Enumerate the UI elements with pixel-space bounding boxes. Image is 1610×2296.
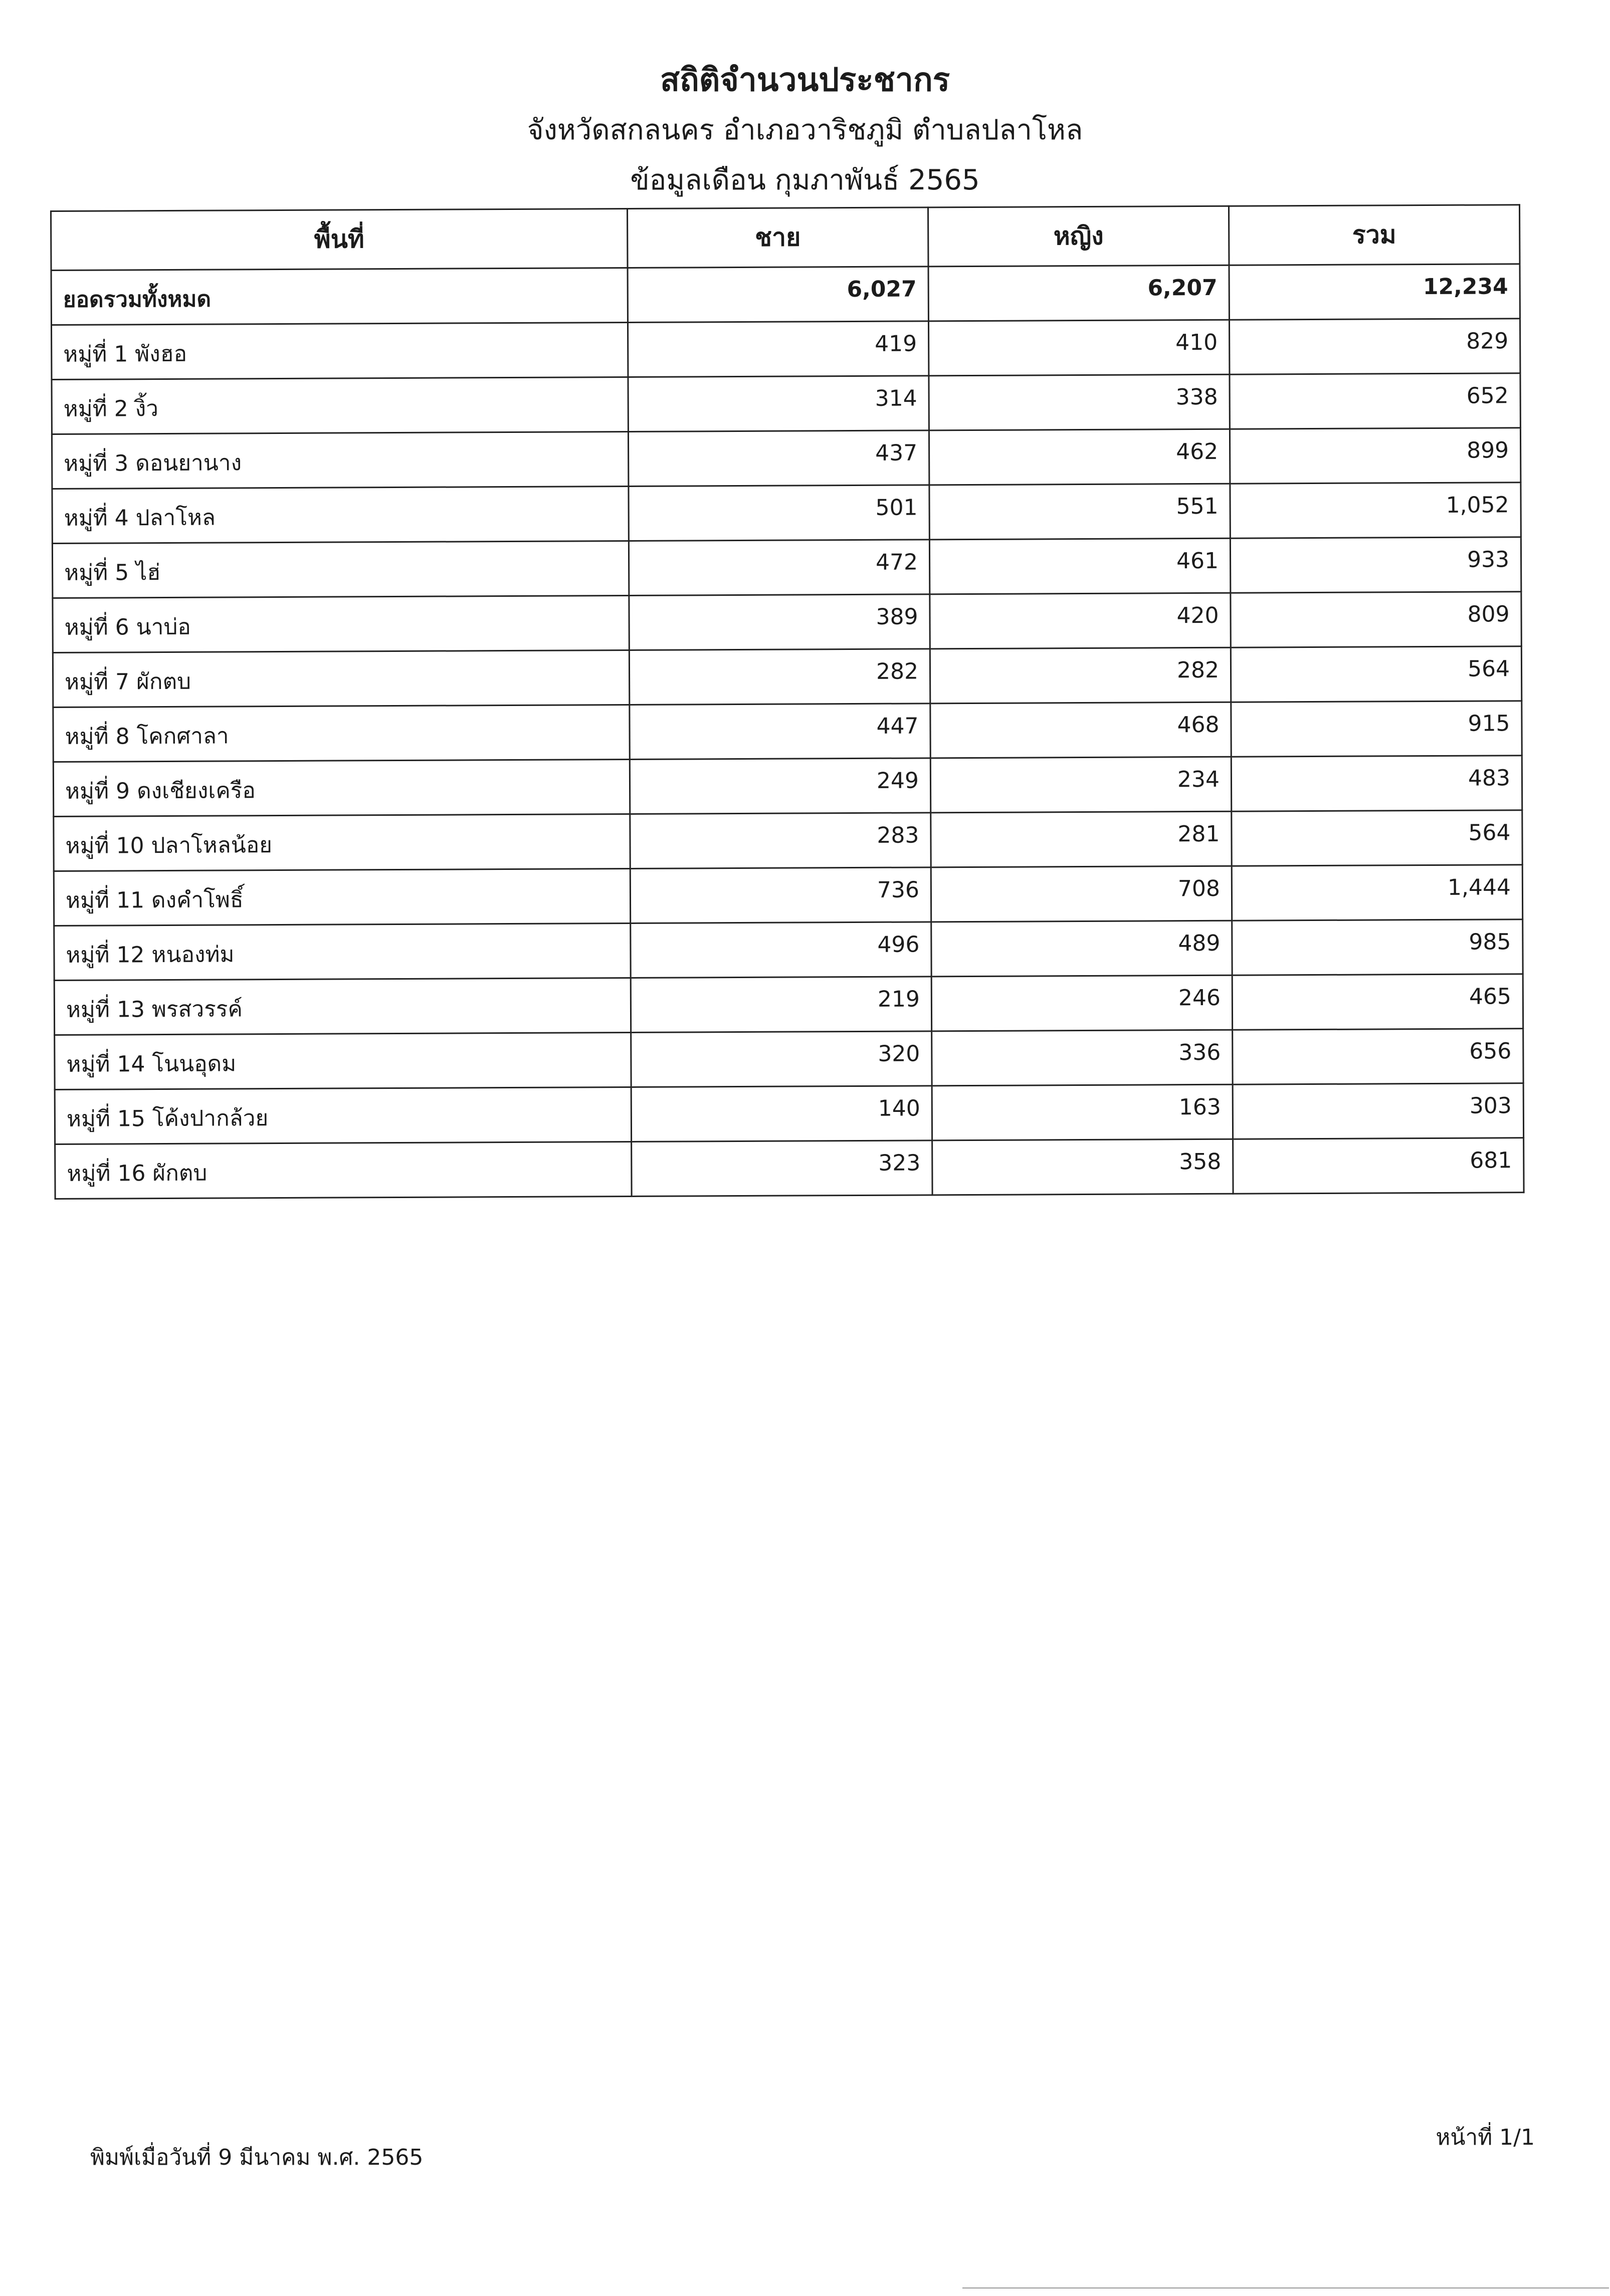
table-row	[53, 756, 1522, 817]
cell-female: 358	[932, 1139, 1233, 1195]
cell-male: 314	[628, 376, 929, 432]
page-title: สถิติจำนวนประชากร	[660, 62, 950, 99]
cell-total: 12,234	[1229, 264, 1520, 320]
cell-area: หมู่ที่ 16 ผักตบ	[55, 1141, 632, 1199]
cell-area: หมู่ที่ 5 ไฮ่	[52, 541, 629, 598]
cell-total: 483	[1231, 756, 1522, 812]
cell-total: 303	[1233, 1083, 1523, 1139]
cell-female: 6,207	[928, 265, 1229, 321]
cell-male: 6,027	[628, 267, 928, 323]
table-row	[54, 920, 1523, 981]
location-subtitle: จังหวัดสกลนคร อำเภอวาริชภูมิ ตำบลปลาโหล	[527, 114, 1083, 146]
cell-female: 246	[931, 975, 1232, 1031]
cell-total: 652	[1230, 373, 1520, 429]
cell-female: 338	[929, 374, 1230, 430]
cell-total: 933	[1230, 537, 1521, 593]
cell-area: หมู่ที่ 10 ปลาโหลน้อย	[54, 814, 630, 871]
table-row	[54, 974, 1523, 1035]
cell-total: 465	[1232, 974, 1523, 1030]
cell-area: หมู่ที่ 7 ผักตบ	[53, 650, 629, 707]
table-header-row	[51, 205, 1520, 271]
cell-male: 437	[628, 430, 929, 487]
cell-male: 389	[629, 594, 930, 650]
cell-female: 163	[932, 1084, 1233, 1140]
cell-area: ยอดรวมทั้งหมด	[51, 268, 628, 325]
cell-female: 468	[930, 702, 1231, 758]
cell-female: 489	[931, 921, 1232, 977]
cell-total: 681	[1233, 1138, 1524, 1194]
cell-area: หมู่ที่ 9 ดงเชียงเครือ	[53, 759, 630, 816]
cell-male: 736	[630, 867, 931, 924]
table-row	[51, 319, 1520, 380]
cell-area: หมู่ที่ 11 ดงคำโพธิ์	[54, 868, 630, 926]
table-row	[54, 810, 1522, 871]
cell-female: 282	[930, 647, 1231, 704]
cell-total: 809	[1231, 592, 1521, 648]
cell-female: 462	[929, 429, 1230, 485]
page-number: หน้าที่ 1/1	[1436, 2125, 1535, 2150]
table-row	[52, 373, 1520, 434]
cell-female: 281	[931, 811, 1232, 867]
cell-female: 234	[930, 757, 1231, 813]
cell-male: 320	[631, 1031, 932, 1087]
cell-female: 551	[929, 484, 1230, 540]
cell-male: 249	[630, 758, 930, 814]
cell-area: หมู่ที่ 1 พังฮอ	[51, 322, 628, 379]
cell-male: 496	[631, 922, 931, 978]
cell-area: หมู่ที่ 3 ดอนยานาง	[52, 431, 628, 489]
cell-total: 564	[1232, 810, 1522, 866]
table-row	[55, 1029, 1523, 1090]
cell-total: 564	[1231, 646, 1521, 703]
table-row	[52, 537, 1521, 598]
table-row	[53, 592, 1521, 653]
population-table-wrapper	[50, 204, 1523, 1200]
cell-female: 708	[931, 866, 1232, 922]
cell-total: 656	[1233, 1029, 1523, 1085]
cell-male: 219	[631, 977, 931, 1033]
cell-male: 501	[629, 485, 929, 541]
table-row	[52, 428, 1520, 489]
cell-male: 282	[629, 649, 930, 705]
table-row	[55, 1083, 1523, 1144]
cell-area: หมู่ที่ 12 หนองท่ม	[54, 923, 631, 980]
cell-male: 323	[632, 1140, 932, 1197]
cell-area: หมู่ที่ 4 ปลาโหล	[52, 486, 629, 543]
table-row	[52, 483, 1521, 544]
cell-area: หมู่ที่ 2 งิ้ว	[52, 377, 628, 434]
cell-area: หมู่ที่ 14 โนนอุดม	[55, 1032, 631, 1089]
table-row	[55, 1138, 1524, 1199]
print-date: พิมพ์เมื่อวันที่ 9 มีนาคม พ.ศ. 2565	[90, 2145, 424, 2170]
table-row	[53, 646, 1521, 708]
cell-total: 1,052	[1230, 483, 1521, 539]
cell-area: หมู่ที่ 8 โคกศาลา	[53, 705, 630, 762]
cell-total: 985	[1232, 920, 1523, 976]
cell-total: 899	[1230, 428, 1520, 484]
cell-female: 336	[932, 1030, 1233, 1086]
table-row	[53, 701, 1522, 762]
cell-female: 420	[930, 593, 1231, 649]
table-row	[54, 865, 1522, 926]
header-area: พื้นที่	[51, 208, 628, 270]
cell-area: หมู่ที่ 15 โค้งปากล้วย	[55, 1087, 631, 1144]
header-female: หญิง	[928, 206, 1229, 267]
cell-total: 829	[1229, 319, 1520, 375]
cell-area: หมู่ที่ 6 นาบ่อ	[53, 595, 629, 652]
header-male: ชาย	[627, 207, 928, 268]
table-total-row	[51, 264, 1520, 325]
bottom-scan-line	[962, 2287, 1609, 2288]
cell-female: 461	[929, 538, 1230, 594]
cell-male: 419	[628, 321, 928, 377]
cell-male: 140	[631, 1086, 932, 1142]
cell-total: 1,444	[1232, 865, 1522, 921]
cell-male: 283	[630, 813, 931, 869]
table-body	[51, 264, 1524, 1199]
header-total: รวม	[1229, 205, 1520, 266]
period-subtitle: ข้อมูลเดือน กุมภาพันธ์ 2565	[630, 164, 980, 196]
population-table	[50, 204, 1525, 1200]
cell-male: 447	[630, 704, 930, 760]
cell-total: 915	[1231, 701, 1522, 757]
cell-male: 472	[629, 540, 929, 596]
cell-female: 410	[928, 320, 1229, 376]
cell-area: หมู่ที่ 13 พรสวรรค์	[54, 978, 631, 1035]
document-header	[0, 55, 1610, 205]
